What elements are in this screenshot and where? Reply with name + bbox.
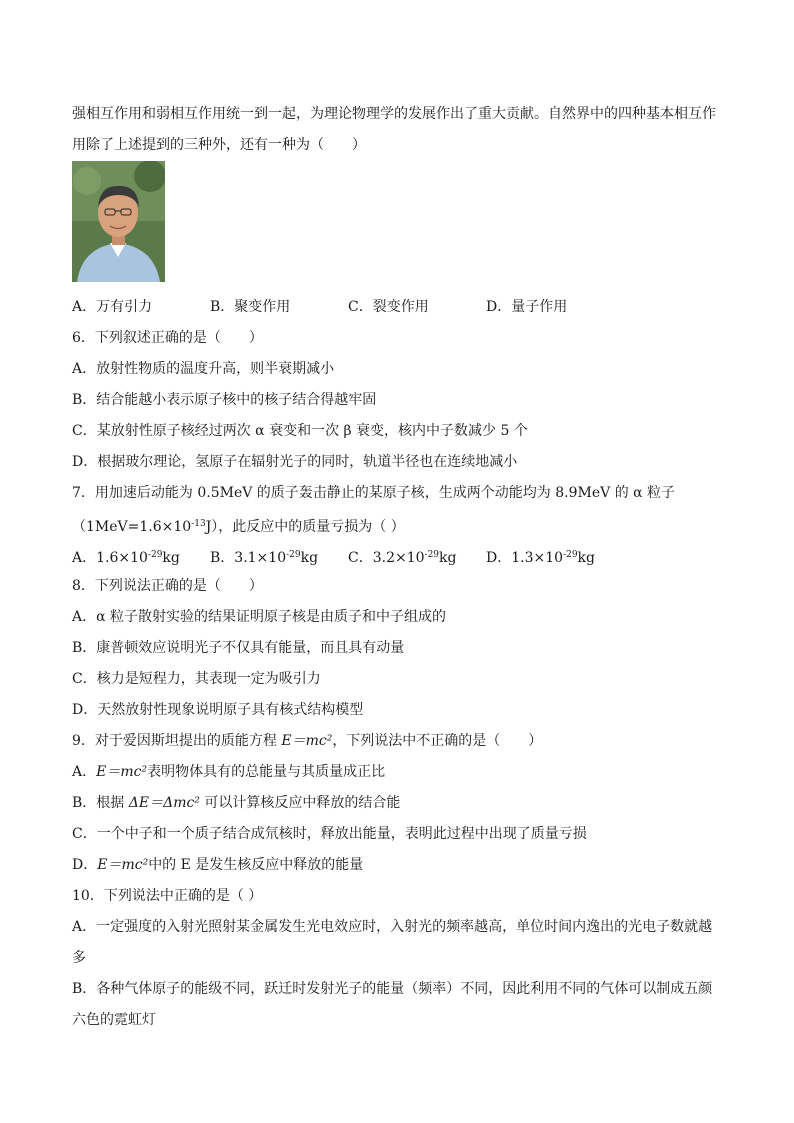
q5-text-line1: 强相互作用和弱相互作用统一到一起，为理论物理学的发展作出了重大贡献。自然界中的四种基本相互作 xyxy=(72,106,716,122)
q9-option-a-post: 表明物体具有的总能量与其质量成正比 xyxy=(147,764,386,780)
q6-option-a[interactable]: A．放射性物质的温度升高，则半衰期减小 xyxy=(72,361,335,377)
q6-option-d[interactable]: D．根据玻尔理论，氢原子在辐射光子的同时，轨道半径也在连续地减小 xyxy=(72,454,518,470)
q8-stem: 8．下列说法正确的是（ ） xyxy=(72,578,263,594)
q7-options xyxy=(72,540,722,571)
q9-option-d-equation: E＝mc² xyxy=(97,857,149,873)
q7-option-b[interactable] xyxy=(210,540,348,571)
q7-option-a-unit: kg xyxy=(162,550,180,566)
q5-text-line2: 用除了上述提到的三种外，还有一种为（ ） xyxy=(72,137,366,153)
q9-option-a-pre: A． xyxy=(72,764,97,780)
q10-option-b-line2[interactable]: 六色的霓虹灯 xyxy=(72,1012,156,1028)
q9-option-a[interactable] xyxy=(72,757,722,788)
q7-option-a[interactable] xyxy=(72,540,210,571)
q7-option-b-pre: B．3.1×10 xyxy=(210,550,287,566)
q7-option-d[interactable] xyxy=(486,540,624,571)
q7-option-d-pre: D．1.3×10 xyxy=(486,550,564,566)
q7-option-b-exp: -29 xyxy=(286,550,301,560)
q8-option-c[interactable]: C．核力是短程力，其表现一定为吸引力 xyxy=(72,671,321,687)
q7-option-a-pre: A．1.6×10 xyxy=(72,550,148,566)
q10-stem: 10．下列说法中正确的是（ ） xyxy=(72,888,263,904)
q9-stem xyxy=(72,726,722,757)
q10-option-a-line2[interactable]: 多 xyxy=(72,950,86,966)
q7-option-c-unit: kg xyxy=(439,550,457,566)
q7-option-b-unit: kg xyxy=(300,550,319,566)
q9-option-b[interactable] xyxy=(72,788,722,819)
q9-option-b-equation: ΔE＝Δmc² xyxy=(128,795,200,811)
exam-page xyxy=(72,99,722,1036)
q6-option-c[interactable]: C．某放射性原子核经过两次 α 衰变和一次 β 衰变，核内中子数减少 5 个 xyxy=(72,423,528,439)
q7-stem-line2-post: J），此反应中的质量亏损为（ ） xyxy=(205,519,405,535)
q10-option-b-line1[interactable]: B．各种气体原子的能级不同，跃迁时发射光子的能量（频率）不同，因此利用不同的气体可以制成五颜 xyxy=(72,981,713,997)
q5-option-a[interactable]: A．万有引力 xyxy=(72,299,153,315)
q9-stem-pre: 9．对于爱因斯坦提出的质能方程 xyxy=(72,733,282,749)
q7-option-a-exp: -29 xyxy=(147,550,163,560)
q8-option-a[interactable]: A．α 粒子散射实验的结果证明原子核是由质子和中子组成的 xyxy=(72,609,447,625)
q5-options xyxy=(72,292,722,323)
q10-option-a-line1[interactable]: A．一定强度的入射光照射某金属发生光电效应时，入射光的频率越高，单位时间内逸出的光电子数就越 xyxy=(72,919,713,935)
q8-option-d[interactable]: D．天然放射性现象说明原子具有核式结构模型 xyxy=(72,702,364,718)
q9-stem-equation: E＝mc² xyxy=(281,733,333,749)
portrait-photo xyxy=(72,161,722,289)
q7-option-c-exp: -29 xyxy=(424,550,440,560)
q6-stem: 6．下列叙述正确的是（ ） xyxy=(72,330,263,346)
q7-stem-line1: 7．用加速后动能为 0.5MeV 的质子轰击静止的某原子核，生成两个动能均为 8.9MeV 的 α 粒子 xyxy=(72,485,676,501)
q5-option-b[interactable]: B．聚变作用 xyxy=(210,299,291,315)
q9-option-d-pre: D． xyxy=(72,857,98,873)
q7-option-d-exp: -29 xyxy=(563,550,578,560)
q7-option-c-pre: C．3.2×10 xyxy=(348,550,425,566)
q5-option-c[interactable]: C．裂变作用 xyxy=(348,299,429,315)
q7-stem-line2-pre: （1MeV=1.6×10 xyxy=(72,519,192,535)
q9-stem-post: ，下列说法中不正确的是（ ） xyxy=(332,733,543,749)
portrait-photo-image xyxy=(72,161,165,282)
q8-option-b[interactable]: B．康普顿效应说明光子不仅具有能量，而且具有动量 xyxy=(72,640,405,656)
q5-option-d[interactable]: D．量子作用 xyxy=(486,299,568,315)
q6-option-b[interactable]: B．结合能越小表示原子核中的核子结合得越牢固 xyxy=(72,392,377,408)
q9-option-d[interactable] xyxy=(72,850,722,881)
q9-option-b-pre: B．根据 xyxy=(72,795,129,811)
q9-option-c[interactable] xyxy=(72,819,722,850)
q9-option-c-pre: C．一个中子和一个质子结合成氘核时，释放出能量，表明此过程中出现了质量亏损 xyxy=(72,826,587,842)
q7-stem-line2-exp: -13 xyxy=(191,519,206,529)
q9-option-d-post: 中的 E 是发生核反应中释放的能量 xyxy=(148,857,364,873)
q7-option-c[interactable] xyxy=(348,540,486,571)
q9-option-b-post: 可以计算核反应中释放的结合能 xyxy=(199,795,401,811)
q9-option-a-equation: E＝mc² xyxy=(96,764,148,780)
q7-stem-line2 xyxy=(72,509,722,540)
q7-option-d-unit: kg xyxy=(577,550,595,566)
